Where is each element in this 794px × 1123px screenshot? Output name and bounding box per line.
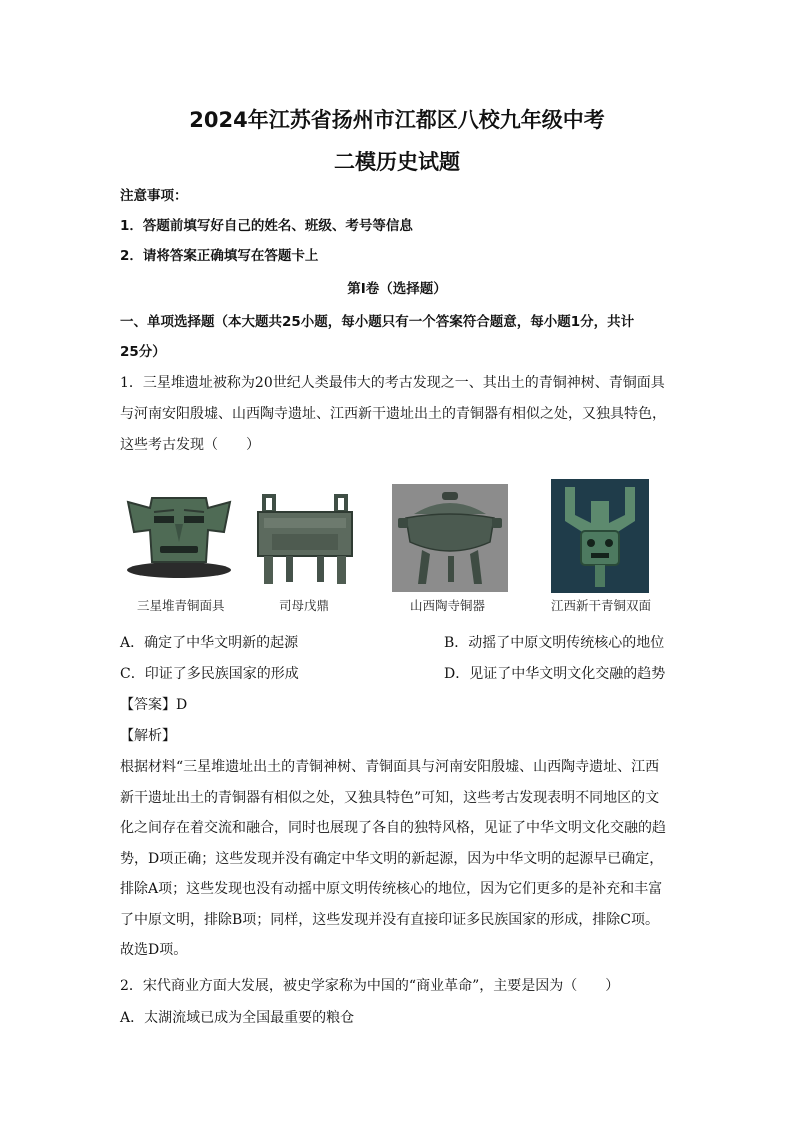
notice-item-1: 1．答题前填写好自己的姓名、班级、考号等信息 [120,218,413,234]
figure-bronze-mask [120,490,238,580]
question-1-stem: 1．三星堆遗址被称为20世纪人类最伟大的考古发现之一、其出土的青铜神树、青铜面具与河南安阳殷墟、山西陶寺遗址、江西新干遗址出土的青铜器有相似之处，又独具特色，这些考古发现（ ） [120,375,666,453]
figure-caption-4: 江西新干青铜双面 [551,598,652,613]
figure-bronze-double-face [551,479,649,593]
section-header-cont: 25分） [120,344,166,360]
question-2-option-a: A．太湖流域已成为全国最重要的粮仓 [120,1010,355,1026]
analysis-text: 根据材料“三星堆遗址出土的青铜神树、青铜面具与河南安阳殷墟、山西陶寺遗址、江西新干遗址出土的青铜器有相似之处，又独具特色”可知，这些考古发现表明不同地区的文化之间存在着交流和融合，同时也展现了各自的独特风格，见证了中华文明文化交融的趋势，D项正确；这些发现并没有确定中华文明的新起源，因为中华文明的起源早已确定，排除A项；这些发现也没有动摇中原文明传统核心的地位，因为它们更多的是补充和丰富了中原文明，排除B项；同样，这些发现并没有直接印证多民族国家的形成，排除C项。故选D项。 [120,759,666,958]
answer-label: 【答案】D [120,697,188,713]
section-header: 一、单项选择题（本大题共25小题，每小题只有一个答案符合题意，每小题1分，共计 [120,314,635,330]
bronze-ding-icon [250,494,360,588]
figure-caption-1: 三星堆青铜面具 [137,598,225,613]
bronze-mask-icon [120,490,238,580]
option-d: D．见证了中华文明文化交融的趋势 [444,666,666,682]
option-c: C．印证了多民族国家的形成 [120,666,299,682]
notice-item-2: 2．请将答案正确填写在答题卡上 [120,248,319,264]
figure-caption-3: 山西陶寺铜器 [410,598,486,613]
page-subtitle: 二模历史试题 [334,150,460,174]
figure-caption-2: 司母戊鼎 [279,598,330,613]
figure-bronze-vessel [392,484,508,592]
bronze-double-face-icon [551,479,649,593]
figure-bronze-ding [250,494,360,588]
option-b: B．动摇了中原文明传统核心的地位 [444,635,665,651]
option-a: A．确定了中华文明新的起源 [120,635,299,651]
volume-title: 第I卷（选择题） [347,281,447,297]
page-title: 2024年江苏省扬州市江都区八校九年级中考 [189,108,605,132]
question-2-stem: 2．宋代商业方面大发展，被史学家称为中国的“商业革命”，主要是因为（ ） [120,978,620,994]
bronze-vessel-icon [392,484,508,592]
analysis-heading: 【解析】 [120,728,176,744]
notice-heading: 注意事项： [120,188,188,204]
